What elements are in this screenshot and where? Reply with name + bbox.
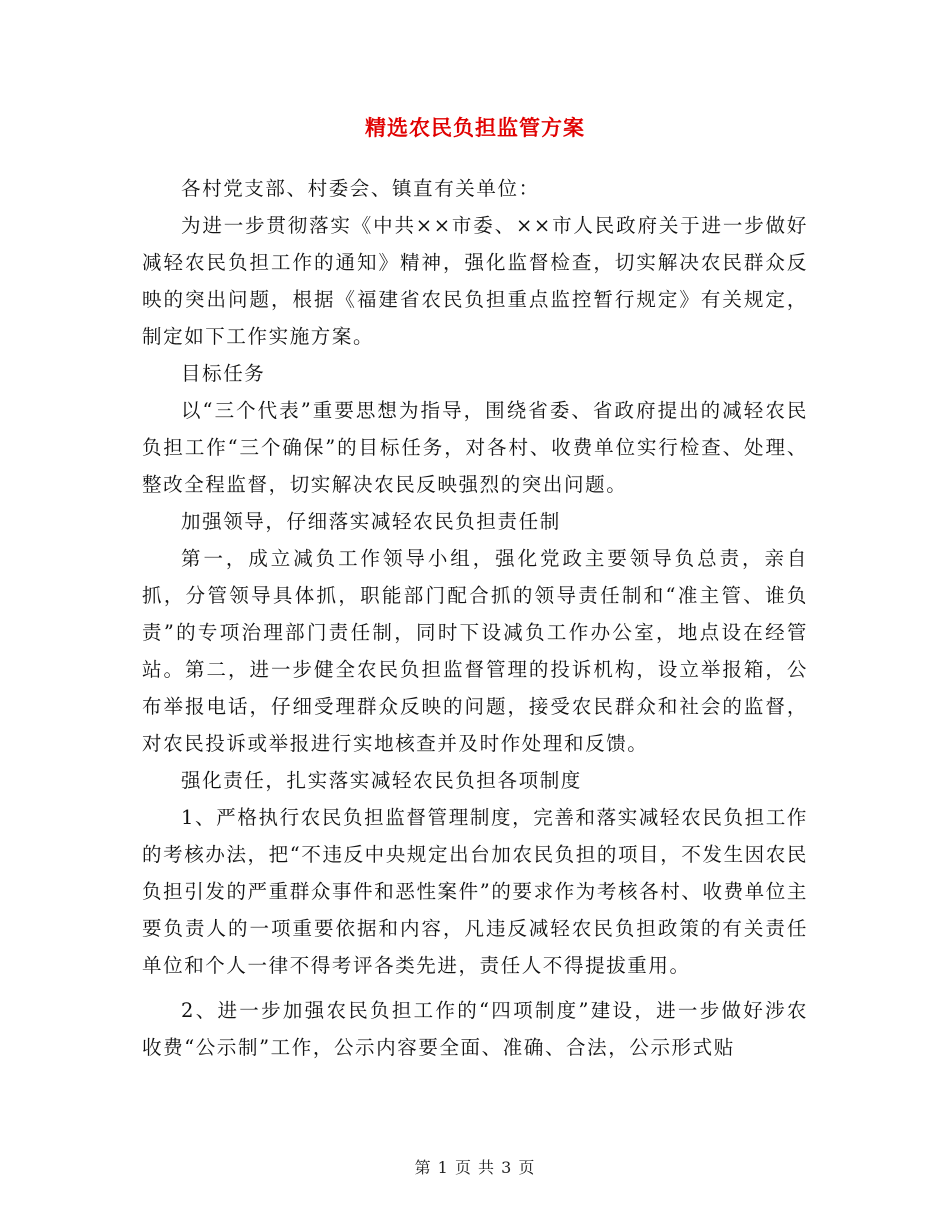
section-heading-responsibility: 强化责任，扎实落实减轻农民负担各项制度: [181, 769, 582, 792]
page-footer: 第 1 页 共 3 页: [414, 1158, 536, 1177]
leadership-paragraph: 第一，成立减负工作领导小组，强化党政主要领导负总责，亲自抓，分管领导具体抓，职能部门配合抓的领导责任制和“准主管、谁负责”的专项治理部门责任制，同时下设减负工作办公室，地点设在经管站。第二，进一步健全农民负担监督管理的投诉机构，设立举报箱，公布举报电话，仔细受理群众反映的问题，接受农民群众和社会的监督，对农民投诉或举报进行实地核查并及时作处理和反馈。: [142, 547, 808, 755]
document-title: 精选农民负担监管方案: [365, 115, 585, 140]
intro-paragraph: 为进一步贯彻落实《中共××市委、××市人民政府关于进一步做好减轻农民负担工作的通知》精神，强化监督检查，切实解决农民群众反映的突出问题，根据《福建省农民负担重点监控暂行规定》有关规定，制定如下工作实施方案。: [142, 214, 808, 348]
salutation-paragraph: 各村党支部、村委会、镇直有关单位：: [181, 177, 540, 200]
document-body: [142, 170, 808, 1066]
section-heading-leadership: 加强领导，仔细落实减轻农民负担责任制: [181, 510, 561, 533]
item-1-paragraph: 1、严格执行农民负担监督管理制度，完善和落实减轻农民负担工作的考核办法，把“不违反中央规定出台加农民负担的项目，不发生因农民负担引发的严重群众事件和恶性案件”的要求作为考核各村、收费单位主要负责人的一项重要依据和内容，凡违反减轻农民负担政策的有关责任单位和个人一律不得考评各类先进，责任人不得提拔重用。: [142, 806, 808, 977]
goals-paragraph: 以“三个代表”重要思想为指导，围绕省委、省政府提出的减轻农民负担工作“三个确保”的目标任务，对各村、收费单位实行检查、处理、整改全程监督，切实解决农民反映强烈的突出问题。: [142, 399, 808, 496]
section-heading-goals: 目标任务: [181, 362, 266, 385]
item-2-paragraph: 2、进一步加强农民负担工作的“四项制度”建设，进一步做好涉农收费“公示制”工作，公示内容要全面、准确、合法，公示形式贴: [142, 999, 808, 1059]
